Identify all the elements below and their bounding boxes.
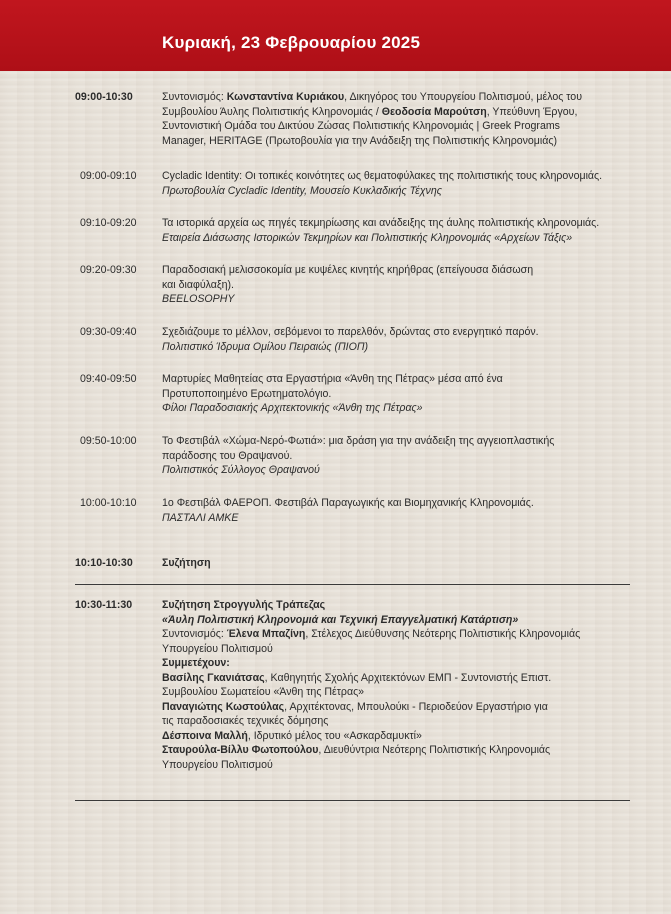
header-banner — [0, 0, 671, 71]
talk-time: 09:00-09:10 — [80, 170, 137, 182]
participant-role-cont: τις παραδοσιακές τεχνικές δόμησης — [162, 715, 329, 727]
talk-organization: Πολιτιστικό Ίδρυμα Ομίλου Πειραιώς (ΠΙΟΠ) — [162, 340, 369, 353]
roundtable-block — [0, 596, 671, 786]
roundtable-title: Συζήτηση Στρογγυλής Τράπεζας — [162, 599, 326, 611]
talk-title-cont: παράδοσης του Θραψανού. — [162, 449, 293, 462]
session-block — [0, 88, 671, 154]
rt-coord-role-cont: Υπουργείου Πολιτισμού — [162, 642, 273, 655]
talk-time: 09:40-09:50 — [80, 373, 137, 385]
talk-title: Τα ιστορικά αρχεία ως πηγές τεκμηρίωσης και ανάδειξης της άυλης πολιτιστικής κληρονομιάς. — [162, 217, 600, 229]
roundtable-time: 10:30-11:30 — [75, 599, 133, 611]
session-coordination — [162, 88, 632, 148]
discussion-item — [0, 554, 671, 574]
participant-name: Δέσποινα Μαλλή — [162, 729, 248, 742]
talk-organization: Φίλοι Παραδοσιακής Αρχιτεκτονικής «Άνθη της Πέτρας» — [162, 402, 423, 414]
talk-item — [0, 432, 671, 480]
talk-item — [0, 370, 671, 418]
participant-role-cont: Υπουργείου Πολιτισμού — [162, 758, 273, 771]
coord-name-2: Θεοδοσία Μαρούτση — [381, 105, 487, 118]
discussion-time: 10:10-10:30 — [75, 557, 133, 569]
talk-title: Σχεδιάζουμε το μέλλον, σεβόμενοι το παρελθόν, δρώντας στο ενεργητικό παρόν. — [162, 326, 539, 338]
participant-role-cont: Συμβουλίου Σωματείου «Άνθη της Πέτρας» — [162, 686, 365, 698]
talk-item — [0, 261, 671, 309]
talk-organization: Πρωτοβουλία Cycladic Identity, Μουσείο Κυκλαδικής Τέχνης — [162, 184, 442, 197]
participant-role: , Αρχιτέκτονας, Μπουλούκι - Περιοδεύον Εργαστήριο για — [284, 700, 548, 713]
talk-title: Cycladic Identity: Οι τοπικές κοινότητες ως θεματοφύλακες της πολιτιστικής τους κληρονομιάς. — [162, 170, 603, 182]
rt-coord-label: Συντονισμός: — [162, 628, 227, 640]
talk-time: 09:10-09:20 — [80, 217, 137, 229]
coord-role-1: , Δικηγόρος του Υπουργείου Πολιτισμού, μέλος του — [344, 91, 582, 103]
talk-item — [0, 323, 671, 357]
participant-name: Σταυρούλα-Βίλλυ Φωτοπούλου — [162, 744, 319, 756]
coord-name-1: Κωνσταντίνα Κυριάκου — [226, 91, 345, 103]
rt-coord-name: Έλενα Μπαζίνη — [226, 628, 306, 640]
talk-item — [0, 494, 671, 528]
talk-title: Παραδοσιακή μελισσοκομία με κυψέλες κινητής κηρήθρας (επείγουσα διάσωση — [162, 264, 534, 276]
talk-title-cont: Προτυποποιημένο Ερωτηματολόγιο. — [162, 387, 332, 400]
programme — [0, 88, 671, 786]
participant-name: Παναγιώτης Κωστούλας — [162, 700, 285, 713]
talk-organization: Εταιρεία Διάσωσης Ιστορικών Τεκμηρίων και Πολιτιστικής Κληρονομιάς «Αρχείων Τάξις» — [162, 231, 573, 244]
participant-role: , Διευθύντρια Νεότερης Πολιτιστικής Κληρονομιάς — [318, 744, 551, 756]
section-divider — [75, 584, 630, 585]
talk-item — [0, 167, 671, 201]
talk-title: 1ο Φεστιβάλ ΦΑΕΡΟΠ. Φεστιβάλ Παραγωγικής και Βιομηχανικής Κληρονομιάς. — [162, 497, 534, 509]
coord-line-3: Συντονιστική Ομάδα του Δικτύου Ζώσας Πολιτιστικής Κληρονομιάς | Greek Programs — [162, 120, 560, 132]
talk-organization: Πολιτιστικός Σύλλογος Θραψανού — [162, 464, 320, 476]
coord-line-2a: Συμβουλίου Άυλης Πολιτιστικής Κληρονομιάς / — [162, 105, 382, 118]
talk-organization: ΠΑΣΤΑΛΙ ΑΜΚΕ — [162, 511, 239, 524]
participants-label: Συμμετέχουν: — [162, 657, 230, 669]
talk-time: 09:20-09:30 — [80, 264, 137, 276]
talk-title: Μαρτυρίες Μαθητείας στα Εργαστήρια «Άνθη της Πέτρας» μέσα από ένα — [162, 373, 503, 385]
roundtable-subtitle: «Άυλη Πολιτιστική Κληρονομιά και Τεχνική Επαγγελματική Κατάρτιση» — [162, 613, 519, 626]
talk-title-cont: και διαφύλαξη). — [162, 278, 234, 291]
participant-role: , Ιδρυτικό μέλος του «Ασκαρδαμυκτί» — [247, 729, 422, 742]
talk-title: Το Φεστιβάλ «Χώμα-Νερό-Φωτιά»: μια δράση για την ανάδειξη της αγγειοπλαστικής — [162, 435, 555, 447]
rt-coord-role: , Στέλεχος Διεύθυνσης Νεότερης Πολιτιστικής Κληρονομιάς — [305, 628, 581, 640]
talk-organization: BEELOSOPHY — [162, 293, 235, 305]
discussion-label: Συζήτηση — [162, 557, 211, 569]
session-time: 09:00-10:30 — [75, 91, 133, 103]
talk-time: 09:30-09:40 — [80, 326, 137, 338]
coord-label: Συντονισμός: — [162, 91, 224, 103]
page-title: Κυριακή, 23 Φεβρουαρίου 2025 — [162, 33, 421, 52]
coord-line-2b: , Υπεύθυνη Έργου, — [486, 105, 578, 118]
section-divider — [75, 800, 630, 801]
talk-item — [0, 214, 671, 248]
coord-line-4: Manager, HERITAGE (Πρωτοβουλία για την Ανάδειξη της Πολιτιστικής Κληρονομιάς) — [162, 134, 558, 147]
participant-role: , Καθηγητής Σχολής Αρχιτεκτόνων ΕΜΠ - Συντονιστής Επιστ. — [264, 671, 552, 684]
talk-time: 09:50-10:00 — [80, 435, 137, 447]
participant-name: Βασίλης Γκανιάτσας — [162, 671, 265, 684]
talk-time: 10:00-10:10 — [80, 497, 137, 509]
